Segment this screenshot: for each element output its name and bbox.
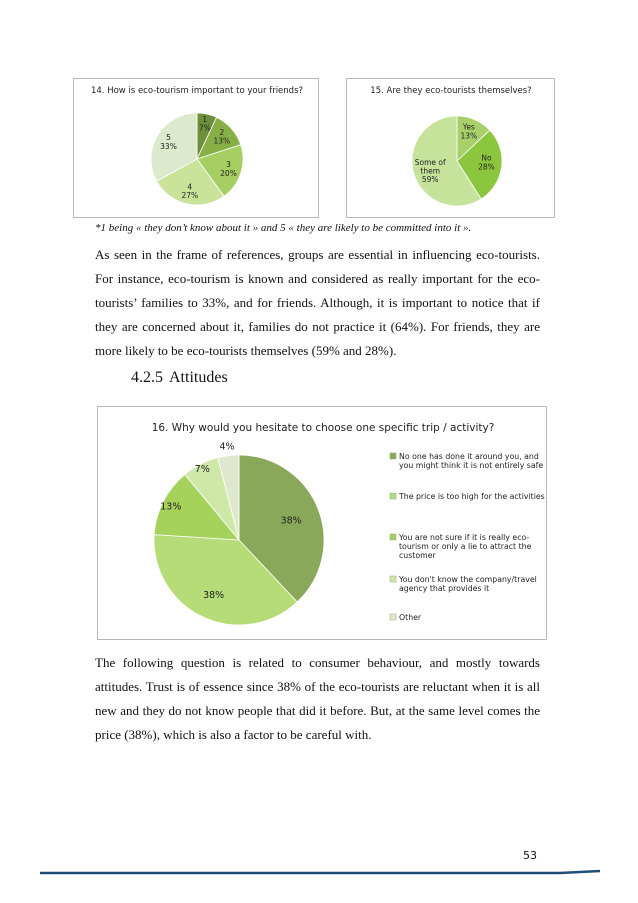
chart-16-legend-swatch-5 [390,614,396,620]
chart-hesitation-reasons [97,406,547,640]
chart-eco-tourism-importance-friends [73,78,319,218]
chart-15-svg [347,79,554,217]
section-number: 4.2.5 [131,369,163,386]
footer-line-stroke [40,871,600,873]
paragraph-groups: As seen in the frame of references, groups are essential in influencing eco-tourists. For instance, eco-tourism is known and considered as really important for the eco-tourists’ families to 33%, and for friends. Although, it is important to notice that if they are concerned about it, families do not practice it (64%). For friends, they are more likely to be eco-tourists themselves (59% and 28%). [95,247,540,358]
chart-16-title: 16. Why would you hesitate to choose one specific trip / activity? [151,422,495,434]
chart-14-title: 14. How is eco-tourism important to your friends? [90,86,304,96]
chart-16-legend-swatch-2 [390,493,396,499]
chart-eco-tourists-themselves [346,78,555,218]
chart-16-legend-item-3: You are not sure if it is really eco-tourism or only a lie to attract the customer [399,533,532,560]
chart-footnote: *1 being « they don’t know about it » and 5 « they are likely to be committed into it ». [95,222,472,234]
chart-16-legend-swatch-1 [390,453,396,459]
chart-14-label-4: 4 27% [181,182,199,200]
chart-14-label-2: 2 13% [213,128,231,146]
chart-16-legend-swatch-3 [390,534,396,540]
chart-16-legend-item-4: You don't know the company/travel agency that provides it [399,575,537,593]
chart-14-svg [74,79,318,217]
chart-16-legend-item-2: The price is too high for the activities [399,492,545,501]
chart-14-label-5: 5 33% [160,133,177,151]
chart-16-legend-item-1: No one has done it around you, and you might think it is not entirely safe [399,452,544,470]
chart-16-label-5: 4% [219,441,235,453]
chart-14-label-1: 1 7% [198,114,211,133]
page-number: 53 [523,849,537,862]
chart-15-label-2: No 28% [478,153,495,172]
chart-16-label-1: 38% [280,515,302,527]
section-heading [131,369,228,387]
chart-16-legend-item-5: Other [399,613,422,622]
chart-16-label-3: 13% [160,501,182,513]
chart-15-title: 15. Are they eco-tourists themselves? [370,86,532,96]
chart-14-label-3: 3 20% [220,160,237,178]
chart-16-svg [98,407,546,639]
footer-line [0,868,638,878]
chart-15-label-3: Some of them 59% [414,157,446,185]
section-title: Attitudes [169,369,228,386]
chart-16-label-2: 38% [203,589,225,601]
paragraph-attitudes: The following question is related to consumer behaviour, and mostly towards attitudes. Trust is of essence since 38% of the eco-tourists are reluctant when it is all new and they do not know people that did it before. But, at the same level comes the price (38%), which is also a factor to be careful with. [95,655,540,742]
chart-15-label-1: Yes 13% [460,122,478,141]
chart-16-legend-swatch-4 [390,576,396,582]
chart-16-label-4: 7% [194,464,210,476]
